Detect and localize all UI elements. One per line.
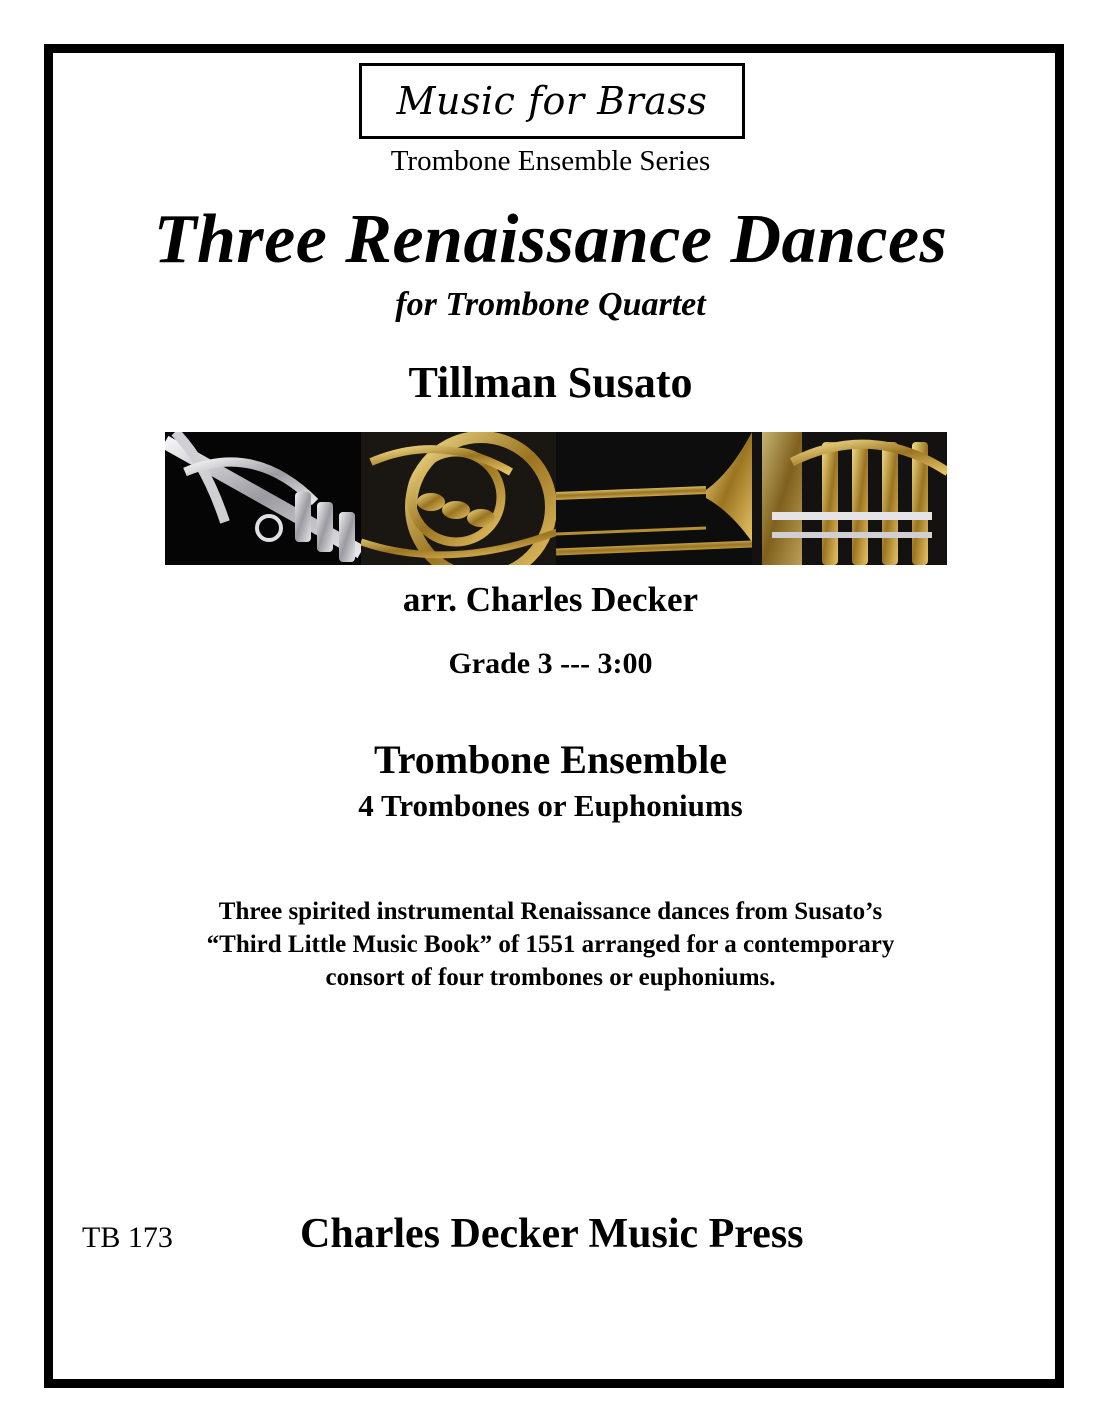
instrument-photo-strip [165, 432, 947, 565]
catalog-number: TB 173 [82, 1221, 173, 1254]
arranger: arr. Charles Decker [402, 580, 699, 619]
ensemble-type: Trombone Ensemble [374, 737, 727, 782]
grade-duration: Grade 3 --- 3:00 [448, 647, 653, 680]
trombone-bell-photo [556, 432, 752, 565]
publisher-name: Charles Decker Music Press [300, 1211, 804, 1257]
page-subtitle: for Trombone Quartet [395, 286, 706, 323]
tuba-valves-photo [752, 432, 948, 565]
series-label: Music for Brass [396, 79, 708, 123]
composer-name: Tillman Susato [408, 358, 693, 407]
french-horn-photo [361, 432, 557, 565]
series-subtitle: Trombone Ensemble Series [390, 145, 711, 177]
description-line: Three spirited instrumental Renaissance dances from Susato’s [218, 898, 883, 925]
description-line: consort of four trombones or euphoniums. [325, 964, 776, 991]
description [0, 895, 1101, 994]
series-label-box [359, 63, 745, 139]
page-title: Three Renaissance Dances [153, 201, 948, 278]
instrumentation: 4 Trombones or Euphoniums [358, 788, 743, 823]
description-line: “Third Little Music Book” of 1551 arranged for a contemporary [206, 931, 895, 958]
trumpet-valves-photo [165, 432, 361, 565]
